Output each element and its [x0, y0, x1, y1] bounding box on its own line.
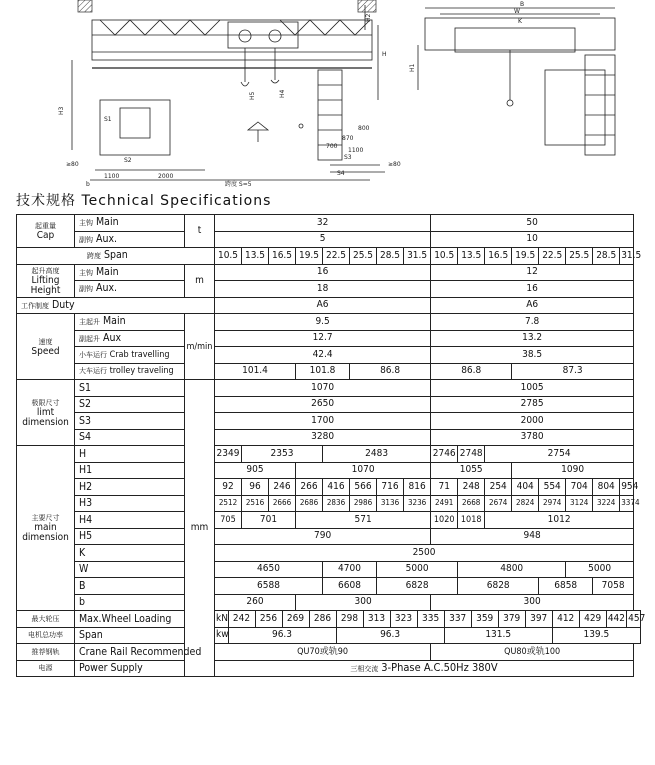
row-S3: S3 1700 2000 — [17, 413, 641, 430]
row-speed-aux: 副起升 Aux 12.7 13.2 — [17, 330, 641, 347]
row-speed-main: 速度 Speed 主起升 Main m/min 9.5 7.8 — [17, 314, 641, 331]
row-H3: H3 2512 2516 2666 2686 2836 2986 3136 3236 2491 2668 2674 2824 2974 3124 3224 3374 — [17, 495, 641, 512]
dim-800: 800 — [358, 125, 370, 132]
row-H5: H5 790 948 — [17, 528, 641, 545]
row-W: W 4650 4700 5000 4800 5000 — [17, 561, 641, 578]
row-S2: S2 2650 2785 — [17, 396, 641, 413]
crane-drawings — [0, 0, 655, 190]
spec-table — [16, 214, 646, 677]
dim-H5: H5 — [249, 91, 256, 100]
row-K: K 2500 — [17, 545, 641, 562]
row-H4: H4 705 701 571 1020 1018 1012 — [17, 512, 641, 529]
row-speed-crab: 小车运行 Crab travelling 42.4 38.5 — [17, 347, 641, 364]
cap-unit: t — [185, 215, 215, 248]
dim-H4: H4 — [279, 89, 286, 98]
dim-W: W — [514, 8, 520, 15]
dim-ge80-left: ≥80 — [66, 161, 79, 168]
spec-title: 技术规格 Technical Specifications — [16, 193, 272, 209]
row-wheel-loading: 最大轮压 Max.Wheel Loading kN 242 256 269 286 298 313 323 335 337 359 379 397 412 429 442 457 — [17, 611, 641, 628]
dim-S4: S4 — [337, 170, 345, 177]
cap-label: 起重量 Cap — [17, 215, 75, 248]
row-cap-aux: 副钩 Aux. 5 10 — [17, 231, 641, 248]
row-speed-trolley: 大车运行 trolley traveling 101.4 101.8 86.8 86.8 87.3 — [17, 363, 641, 380]
row-lift-main: 起升高度 Lifting Height 主钩 Main m 16 12 — [17, 264, 641, 281]
row-duty: 工作制度 Duty A6 A6 — [17, 297, 641, 314]
dim-H: H — [382, 51, 387, 58]
row-H1: H1 905 1070 1055 1090 — [17, 462, 641, 479]
dim-H1: H1 — [409, 63, 416, 72]
row-b: b 260 300 300 — [17, 594, 641, 611]
row-crane-rail: 推荐钢轨 Crane Rail Recommended QU70或轨90 QU80或轨100 — [17, 644, 641, 661]
dim-span: 跨度 S=5 — [225, 181, 252, 188]
dim-870: 870 — [342, 135, 354, 142]
dim-S3: S3 — [344, 154, 352, 161]
dim-K: K — [518, 18, 522, 25]
row-S4: S4 3280 3780 — [17, 429, 641, 446]
row-H: 主要尺寸 main dimension H 2349 2353 2483 2746 2748 2754 — [17, 446, 641, 463]
row-S1: 极限尺寸 limt dimension S1 mm 1070 1005 — [17, 380, 641, 397]
dim-B: B — [520, 1, 525, 8]
dim-H3: H3 — [58, 106, 65, 115]
row-power-supply: 电源 Power Supply 三相交流 3-Phase A.C.50Hz 380V — [17, 660, 641, 677]
row-lift-aux: 副钩 Aux. 18 16 — [17, 281, 641, 298]
row-B: B 6588 6608 6828 6828 6858 7058 — [17, 578, 641, 595]
dim-2000: 2000 — [158, 173, 174, 180]
row-cap-main: 起重量 Cap 主钩 Main t 32 50 — [17, 215, 641, 232]
row-span: 跨度 Span 10.5 13.5 16.5 19.5 22.5 25.5 28.5 31.5 10.5 13.5 16.5 19.5 22.5 25.5 28.5 31.5 — [17, 248, 641, 265]
side-view-drawing — [418, 8, 615, 155]
row-H2: H2 92 96 246 266 416 566 716 816 71 248 254 404 554 704 804 954 — [17, 479, 641, 496]
dim-ge80-right: ≥80 — [388, 161, 401, 168]
dim-b: b — [86, 181, 90, 188]
dim-S2: S2 — [124, 157, 132, 164]
dim-1100-left: 1100 — [104, 173, 120, 180]
dim-1100-right: 1100 — [348, 147, 364, 154]
front-view-drawing — [72, 0, 385, 180]
row-power-span: 电机总功率 Span kw 96.3 96.3 131.5 139.5 — [17, 627, 641, 644]
dim-S1: S1 — [104, 116, 112, 123]
dim-H2: H2 — [365, 13, 372, 22]
mm-unit: mm — [185, 380, 215, 677]
dim-700: 700 — [326, 143, 338, 150]
